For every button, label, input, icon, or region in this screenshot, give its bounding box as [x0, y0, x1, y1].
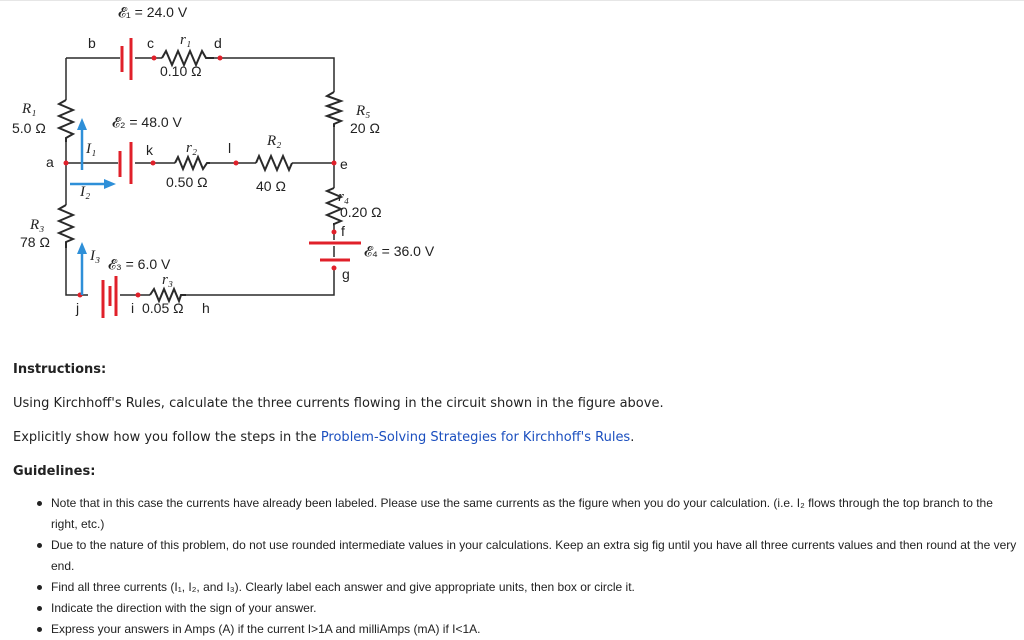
label-emf2: 𝓔₂ = 48.0 V	[112, 114, 182, 130]
resistor-R2	[256, 156, 292, 170]
label-r3: r₃	[162, 272, 174, 288]
label-r2: r₂	[186, 140, 198, 156]
label-emf4: 𝓔₄ = 36.0 V	[364, 243, 435, 259]
resistor-R1	[59, 100, 73, 142]
label-node-g: g	[342, 266, 350, 282]
arrow-I3	[77, 242, 87, 295]
circuit-diagram	[0, 0, 460, 325]
guideline-item: Note that in this case the currents have already been labeled. Please use the same currents as the figure when you do your calculation. (i.e. I₂ flows through the top branch to the right, etc.)	[34, 493, 1020, 535]
node-l	[234, 161, 239, 166]
resistor-R3	[59, 205, 73, 248]
label-I1: I₁	[86, 141, 97, 157]
label-r4: r₄	[338, 189, 350, 205]
instructions-heading: Instructions:	[13, 362, 107, 377]
arrow-I2	[70, 179, 116, 189]
node-a	[64, 161, 69, 166]
guideline-item: Indicate the direction with the sign of your answer.	[34, 598, 1020, 619]
guideline-item: Due to the nature of this problem, do not use rounded intermediate values in your calculations. Keep an extra sig fig until you have all three currents values and then round at the very end.	[34, 535, 1020, 577]
label-node-i: i	[131, 300, 135, 316]
label-node-f: f	[341, 223, 345, 239]
label-R3: R₃	[30, 217, 45, 233]
node-g	[332, 266, 337, 271]
label-node-b: b	[88, 35, 96, 51]
node-i	[136, 293, 141, 298]
label-R2-value: 40 Ω	[256, 178, 286, 194]
label-I3: I₃	[90, 248, 101, 264]
label-R1-value: 5.0 Ω	[12, 120, 46, 136]
battery-emf4	[309, 243, 361, 260]
instructions-para1: Using Kirchhoff's Rules, calculate the three currents flowing in the circuit shown in the figure above.	[13, 396, 664, 411]
instructions-para2-prefix: Explicitly show how you follow the steps in the	[13, 430, 321, 445]
node-c	[152, 56, 157, 61]
node-e	[332, 161, 337, 166]
label-node-d: d	[214, 35, 222, 51]
label-R2: R₂	[267, 133, 282, 149]
label-r3-value: 0.05 Ω	[142, 300, 184, 316]
label-emf3: 𝓔₃ = 6.0 V	[108, 256, 171, 272]
node-k	[151, 161, 156, 166]
label-r1: r₁	[180, 32, 192, 48]
battery-emf3	[103, 276, 116, 318]
battery-emf1	[122, 38, 131, 80]
label-R5-value: 20 Ω	[350, 120, 380, 136]
label-node-j: j	[76, 300, 80, 316]
instructions-para2-suffix: .	[630, 430, 635, 445]
resistor-R5	[327, 92, 341, 127]
instructions-para2	[13, 430, 634, 445]
wire-bottom-right	[186, 268, 334, 295]
wire-top-right	[214, 58, 334, 92]
wire-left-bottom	[66, 248, 88, 295]
label-node-c: c	[147, 35, 154, 51]
problem-solving-link[interactable]: Problem-Solving Strategies for Kirchhoff's Rules	[320, 430, 631, 445]
label-node-l: l	[228, 140, 232, 156]
guidelines-list	[34, 493, 1020, 640]
label-node-e: e	[340, 156, 348, 172]
guidelines-heading: Guidelines:	[13, 464, 96, 479]
guideline-item: Express your answers in Amps (A) if the current I>1A and milliAmps (mA) if I<1A.	[34, 619, 1020, 640]
label-R5: R₅	[356, 103, 371, 119]
label-r4-value: 0.20 Ω	[340, 204, 382, 220]
label-node-h: h	[202, 300, 210, 316]
resistor-r2	[175, 157, 210, 169]
node-f	[332, 230, 337, 235]
label-emf1: 𝓔₁ = 24.0 V	[118, 4, 188, 20]
label-r1-value: 0.10 Ω	[160, 63, 202, 79]
label-I2: I₂	[80, 184, 91, 200]
label-node-k: k	[146, 142, 153, 158]
label-node-a: a	[46, 154, 54, 170]
label-r2-value: 0.50 Ω	[166, 174, 208, 190]
label-R3-value: 78 Ω	[20, 234, 50, 250]
node-d	[218, 56, 223, 61]
label-R1: R₁	[22, 101, 37, 117]
guideline-item: Find all three currents (I₁, I₂, and I₃). Clearly label each answer and give appropriate units, then box or circle it.	[34, 577, 1020, 598]
battery-emf2	[120, 142, 131, 184]
